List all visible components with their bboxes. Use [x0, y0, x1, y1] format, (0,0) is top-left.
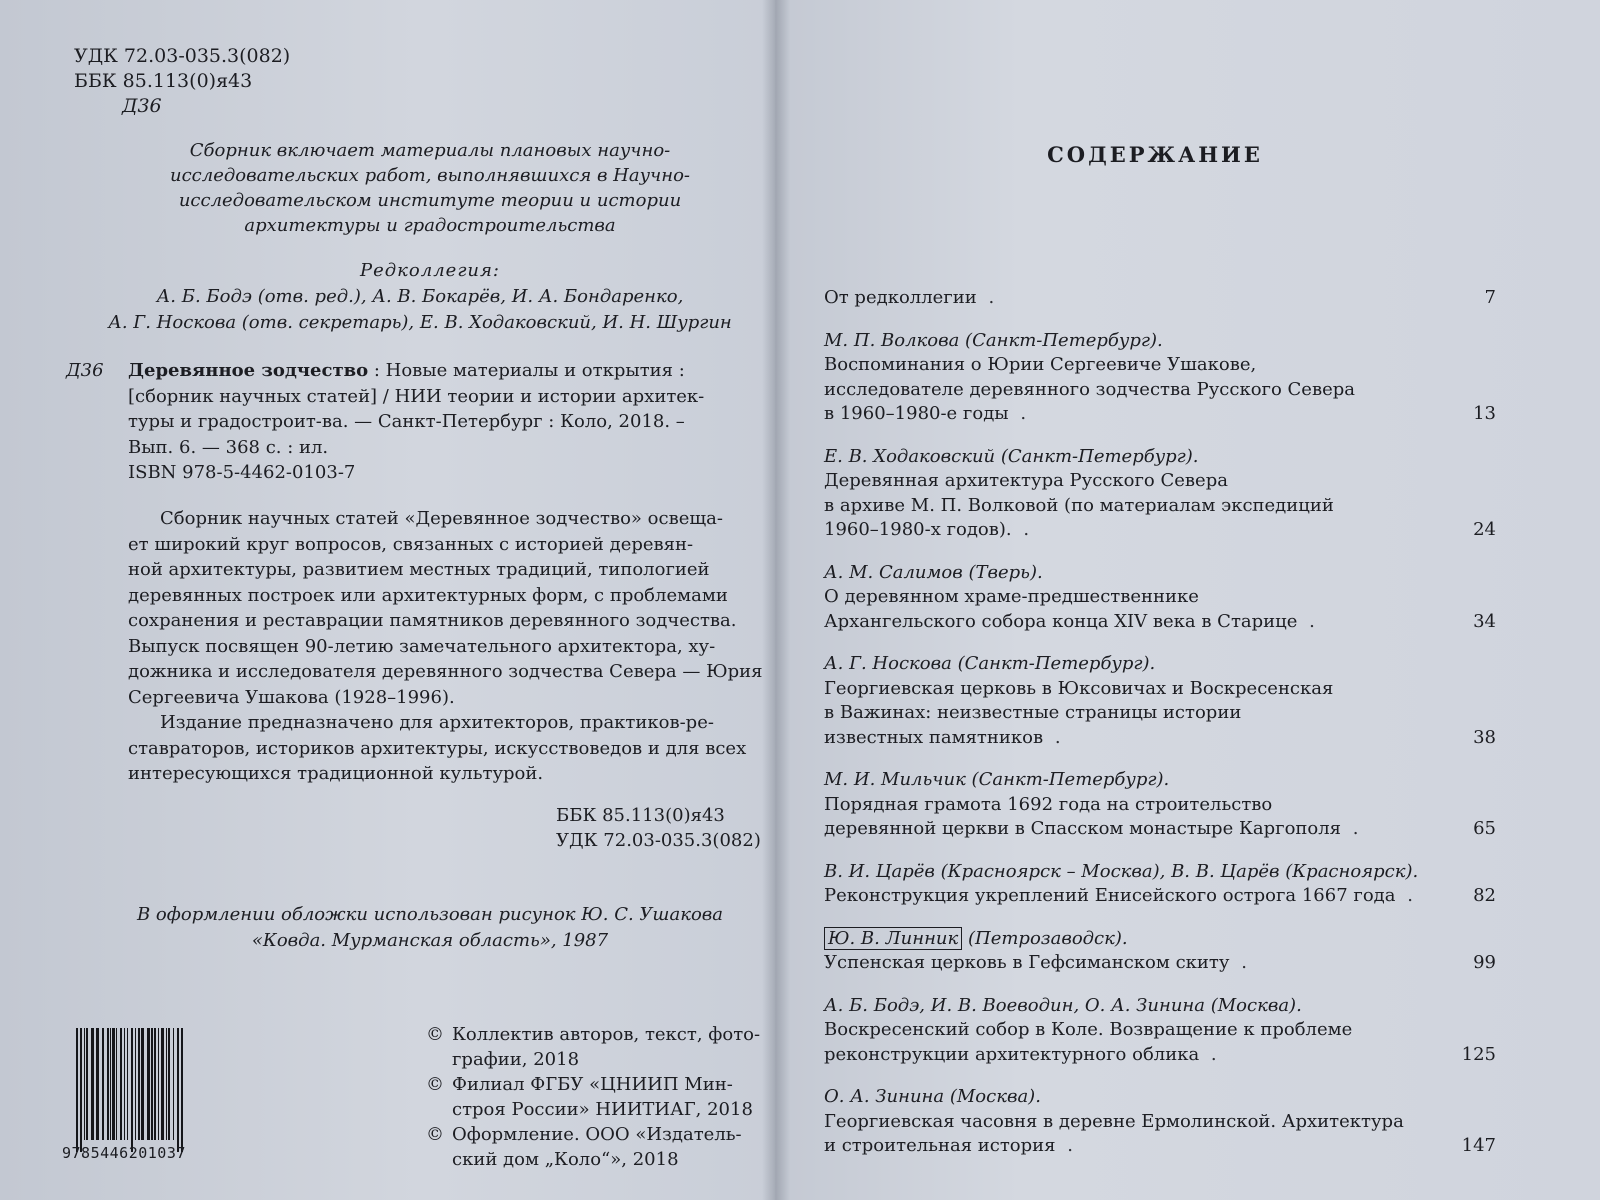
- toc-entry[interactable]: [824, 286, 1496, 311]
- footer-bbk: ББК 85.113(0)я43: [556, 805, 725, 826]
- toc-entry[interactable]: [824, 652, 1496, 750]
- toc-entry[interactable]: [824, 445, 1496, 543]
- toc-title-text: известных памятников: [824, 726, 1044, 748]
- toc-author: М. И. Мильчик (Санкт-Петербург).: [824, 769, 1170, 790]
- barcode-bar: [138, 1028, 140, 1140]
- udk-code: УДК 72.03-035.3(082): [74, 45, 291, 67]
- toc-title-text: Воскресенский собор в Коле. Возвращение к проблеме: [824, 1019, 1353, 1040]
- toc-title-line: [824, 1110, 1496, 1135]
- toc-title-line: [824, 378, 1496, 403]
- editorial-board: [60, 284, 780, 336]
- copyright-text: Оформление. ООО «Издатель-: [452, 1124, 742, 1145]
- toc-leader-dots: .: [1199, 1043, 1223, 1065]
- toc-leader-dots: .: [1395, 885, 1419, 906]
- toc-entry[interactable]: [824, 994, 1496, 1068]
- toc-leader-dots: .: [1341, 818, 1365, 839]
- toc-author-line: [824, 994, 1496, 1019]
- toc-leader-dots: .: [1011, 519, 1036, 540]
- toc-author: А. Г. Носкова (Санкт-Петербург).: [824, 653, 1156, 674]
- toc-author: Е. В. Ходаковский (Санкт-Петербург).: [824, 445, 1199, 467]
- barcode-bar: [102, 1028, 104, 1140]
- catalog-line: Вып. 6. — 368 с. : ил.: [128, 436, 329, 458]
- toc-author: В. И. Царёв (Красноярск – Москва), В. В. Царёв (Красноярск).: [824, 860, 1419, 882]
- toc-title-line: [824, 1134, 1496, 1159]
- toc-title-text: Успенская церковь в Гефсиманском скиту: [824, 952, 1230, 973]
- cover-credit: [70, 902, 790, 954]
- toc-entry[interactable]: [824, 927, 1496, 976]
- toc-title-text: Воспоминания о Юрии Сергеевиче Ушакове,: [824, 354, 1257, 375]
- cover-line: В оформлении обложки использован рисунок Ю. С. Ушакова: [136, 904, 723, 925]
- barcode-bars: [72, 1028, 256, 1160]
- toc-author: О. А. Зинина (Москва).: [824, 1086, 1041, 1107]
- toc-leader-dots: .: [1043, 726, 1067, 748]
- barcode-bar: [76, 1028, 78, 1152]
- barcode-bar: [166, 1028, 167, 1140]
- barcode-bar: [158, 1028, 159, 1140]
- catalog-line: [сборник научных статей] / НИИ теории и истории архитек-: [128, 385, 705, 407]
- barcode-bar: [116, 1028, 117, 1140]
- catalog-mark: Д36: [66, 360, 104, 381]
- barcode-bar: [120, 1028, 122, 1140]
- toc-author-line: [824, 445, 1496, 470]
- toc-leader-dots: .: [1229, 952, 1253, 973]
- toc-leader-dots: .: [1055, 1135, 1079, 1156]
- toc-title-text: Деревянная архитектура Русского Севера: [824, 470, 1228, 491]
- barcode-bar: [112, 1028, 115, 1140]
- toc-author: А. М. Салимов (Тверь).: [824, 561, 1043, 583]
- toc-entry[interactable]: [824, 768, 1496, 842]
- toc-title-line: [824, 610, 1496, 635]
- toc-title-line: [824, 1018, 1496, 1043]
- copyright-line: [426, 1072, 760, 1097]
- toc-title-line: [824, 353, 1496, 378]
- annotation-line: Издание предназначено для архитекторов, практиков-ре-: [160, 712, 714, 733]
- intro-line: Сборник включает материалы плановых научно-: [189, 140, 671, 161]
- barcode-bar: [151, 1028, 153, 1140]
- barcode-bar: [124, 1028, 125, 1140]
- catalog-line-rest: : Новые материалы и открытия :: [368, 360, 685, 381]
- annotation-line: ет широкий круг вопросов, связанных с историей деревян-: [128, 533, 694, 555]
- author-sign: Д36: [122, 95, 162, 117]
- barcode-bar: [147, 1028, 150, 1140]
- toc-entry[interactable]: [824, 329, 1496, 427]
- toc-author: А. Б. Бодэ, И. В. Воеводин, О. А. Зинина (Москва).: [824, 994, 1302, 1016]
- annotation-line: интересующихся традиционной культурой.: [128, 763, 544, 784]
- intro-line: исследовательских работ, выполнявшихся в Научно-: [169, 165, 691, 186]
- intro-line: архитектуры и градостроительства: [244, 215, 616, 236]
- annotation-line: Сергеевича Ушакова (1928–1996).: [128, 686, 455, 708]
- toc-author-line: [824, 652, 1496, 677]
- barcode-bar: [131, 1028, 133, 1152]
- annotation-line: Выпуск посвящен 90-летию замечательного архитектора, ху-: [128, 635, 716, 657]
- toc-title-line: [824, 677, 1496, 702]
- copyright-line: [426, 1122, 760, 1147]
- barcode-bar: [127, 1028, 128, 1140]
- toc-author-city: (Петрозаводск).: [962, 927, 1128, 949]
- barcode-bar: [110, 1028, 111, 1140]
- toc-page-number: 7: [1484, 287, 1496, 308]
- toc-title-line: [824, 726, 1496, 751]
- toc-leader-dots: .: [976, 287, 1001, 308]
- toc-title-text: Георгиевская церковь в Юксовичах и Воскресенская: [824, 677, 1334, 699]
- table-of-contents: [824, 286, 1496, 1177]
- toc-author-line: [824, 927, 1496, 952]
- toc-title-line: [824, 951, 1496, 976]
- toc-page-number: 24: [1473, 519, 1496, 540]
- toc-author: М. П. Волкова (Санкт-Петербург).: [824, 329, 1163, 351]
- copyright-sign: ©: [426, 1074, 444, 1095]
- toc-title-text: реконструкции архитектурного облика: [824, 1043, 1200, 1065]
- copyright-line: графии, 2018: [452, 1049, 580, 1070]
- classification-codes: [74, 44, 290, 119]
- toc-title-line: [824, 402, 1496, 427]
- barcode-bar: [168, 1028, 170, 1140]
- editorial-board-heading: Редколлегия:: [359, 260, 500, 281]
- bbk-code: ББК 85.113(0)я43: [74, 70, 253, 92]
- copyright-line: строя России» НИИТИАГ, 2018: [452, 1099, 753, 1120]
- toc-title-line: [824, 469, 1496, 494]
- toc-entry[interactable]: [824, 1085, 1496, 1159]
- toc-author-line: [824, 329, 1496, 354]
- annotation: [128, 506, 768, 787]
- toc-author-line: [824, 561, 1496, 586]
- toc-title-line: [824, 585, 1496, 610]
- toc-title-text: в Важинах: неизвестные страницы истории: [824, 702, 1242, 723]
- toc-title-text: деревянной церкви в Спасском монастыре Каргополя: [824, 818, 1342, 839]
- annotation-line: ной архитектуры, развитием местных традиций, типологией: [128, 559, 710, 580]
- toc-title-line: [824, 884, 1496, 909]
- catalog-line: туры и градостроит-ва. — Санкт-Петербург : Коло, 2018. –: [128, 411, 685, 432]
- annotation-line: ставраторов, историков архитектуры, искусствоведов и для всех: [128, 737, 747, 759]
- intro-line: исследовательском институте теории и истории: [178, 190, 682, 211]
- toc-author-line: [824, 860, 1496, 885]
- barcode-bar: [107, 1028, 109, 1140]
- toc-author-line: [824, 1085, 1496, 1110]
- barcode-bar: [154, 1028, 156, 1140]
- toc-title-text: От редколлегии: [824, 287, 977, 308]
- toc-page-number: 147: [1461, 1135, 1496, 1156]
- annotation-line: деревянных построек или архитектурных форм, с проблемами: [128, 584, 728, 606]
- toc-author: Ю. В. Линник: [824, 927, 962, 950]
- toc-title-line: [824, 494, 1496, 519]
- isbn-line: ISBN 978-5-4462-0103-7: [128, 462, 356, 483]
- toc-author-line: [824, 768, 1496, 793]
- toc-entry[interactable]: [824, 561, 1496, 635]
- barcode-bar: [135, 1028, 136, 1140]
- toc-title-line: [824, 817, 1496, 842]
- barcode-bar: [173, 1028, 174, 1140]
- copyright-text: Филиал ФГБУ «ЦНИИП Мин-: [452, 1074, 733, 1095]
- toc-leader-dots: .: [1008, 403, 1033, 424]
- toc-page-number: 99: [1473, 952, 1496, 973]
- barcode-bar: [80, 1028, 82, 1152]
- copyright-sign: ©: [426, 1024, 444, 1045]
- barcode-bar: [141, 1028, 144, 1140]
- copyright-line: ский дом „Коло“», 2018: [452, 1149, 679, 1170]
- barcode-bar: [177, 1028, 179, 1152]
- copyright-sign: ©: [426, 1124, 444, 1145]
- annotation-line: дожника и исследователя деревянного зодчества Севера — Юрия: [128, 661, 763, 682]
- toc-title: СОДЕРЖАНИЕ: [1047, 142, 1263, 167]
- footer-udk: УДК 72.03-035.3(082): [556, 830, 761, 851]
- copyright-block: [426, 1022, 760, 1172]
- toc-title-text: в архиве М. П. Волковой (по материалам экспедиций: [824, 494, 1334, 516]
- toc-page-number: 65: [1473, 818, 1496, 839]
- barcode-number: 9785446201037: [62, 1144, 186, 1162]
- cover-line: «Ковда. Мурманская область», 1987: [251, 930, 609, 951]
- barcode-bar: [84, 1028, 85, 1140]
- toc-title-text: Реконструкция укреплений Енисейского острога 1667 года: [824, 885, 1396, 906]
- toc-entry[interactable]: [824, 860, 1496, 909]
- toc-title-text: исследователе деревянного зодчества Русского Севера: [824, 378, 1355, 400]
- copyright-line: [426, 1022, 760, 1047]
- toc-title-text: 1960–1980-х годов).: [824, 519, 1012, 540]
- toc-page-number: 38: [1473, 726, 1496, 748]
- isbn-barcode: [72, 1028, 256, 1160]
- toc-title-line: [824, 1043, 1496, 1068]
- catalog-line: [128, 358, 768, 384]
- toc-title-text: в 1960–1980-е годы: [824, 403, 1009, 424]
- toc-leader-dots: .: [1297, 610, 1321, 632]
- toc-title-text: О деревянном храме-предшественнике: [824, 586, 1199, 607]
- toc-title-text: Порядная грамота 1692 года на строительство: [824, 793, 1273, 815]
- annotation-line: сохранения и реставрации памятников деревянного зодчества.: [128, 610, 737, 631]
- board-line: А. Г. Носкова (отв. секретарь), Е. В. Ходаковский, И. Н. Шургин: [108, 312, 732, 333]
- toc-page-number: 82: [1473, 885, 1496, 906]
- book-title: Деревянное зодчество: [128, 360, 369, 381]
- copyright-text: Коллектив авторов, текст, фото-: [452, 1024, 761, 1045]
- toc-title-line: [824, 701, 1496, 726]
- footer-codes: [556, 803, 761, 853]
- barcode-bar: [181, 1028, 183, 1152]
- toc-page-number: 34: [1473, 610, 1496, 632]
- toc-page-number: 13: [1473, 403, 1496, 424]
- board-line: А. Б. Бодэ (отв. ред.), А. В. Бокарёв, И. А. Бондаренко,: [156, 286, 684, 307]
- barcode-bar: [91, 1028, 94, 1140]
- barcode-bar: [96, 1028, 99, 1140]
- annotation-line: Сборник научных статей «Деревянное зодчество» освеща-: [160, 508, 723, 529]
- toc-title-line: [824, 518, 1496, 543]
- barcode-bar: [86, 1028, 88, 1140]
- toc-title-line: [824, 793, 1496, 818]
- toc-page-number: 125: [1461, 1043, 1496, 1065]
- toc-title-text: и строительная история: [824, 1135, 1056, 1156]
- toc-title-line: [824, 286, 1496, 311]
- toc-title-text: Георгиевская часовня в деревне Ермолинской. Архитектура: [824, 1110, 1404, 1132]
- barcode-bar: [161, 1028, 164, 1140]
- intro-note: [110, 138, 750, 238]
- catalog-record: [128, 358, 768, 486]
- toc-title-text: Архангельского собора конца XIV века в Старице: [824, 610, 1298, 632]
